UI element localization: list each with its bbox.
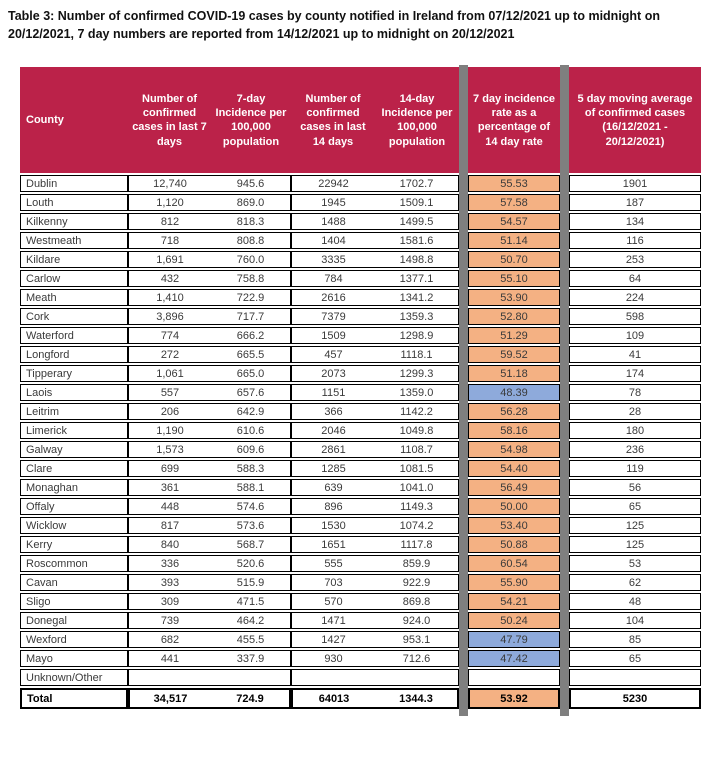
cell-spacer-left (459, 232, 468, 249)
cell-incidence-7day: 717.7 (211, 308, 291, 325)
cell-county: Waterford (20, 327, 128, 344)
cell-spacer-left (459, 327, 468, 344)
cell-incidence-14day: 953.1 (375, 631, 459, 648)
cell-spacer-right (560, 688, 569, 709)
cell-cases-14day: 2616 (291, 289, 375, 306)
cell-5day-moving-average: 56 (569, 479, 701, 496)
cell-spacer-right (560, 631, 569, 648)
cell-5day-moving-average: 125 (569, 517, 701, 534)
cell-county: Westmeath (20, 232, 128, 249)
table-title-line1: Table 3: Number of confirmed COVID-19 cases by county notified in Ireland from 07/12/2021 up to midnight (8, 9, 642, 23)
cell-5day-moving-average: 116 (569, 232, 701, 249)
cell-incidence-7day: 665.5 (211, 346, 291, 363)
cell-spacer-left (459, 365, 468, 382)
cell-spacer-left (459, 308, 468, 325)
cell-spacer-right (560, 441, 569, 458)
cell-spacer-right (560, 669, 569, 686)
cell-7day-pct-of-14day: 51.18 (468, 365, 560, 382)
cell-cases-7day: 840 (128, 536, 211, 553)
cell-spacer-left (459, 213, 468, 230)
cell-incidence-14day: 922.9 (375, 574, 459, 591)
cell-cases-7day: 1,061 (128, 365, 211, 382)
table-row (20, 612, 701, 629)
cell-incidence-7day: 869.0 (211, 194, 291, 211)
cell-spacer-left (459, 612, 468, 629)
cell-5day-moving-average: 53 (569, 555, 701, 572)
cell-county: Offaly (20, 498, 128, 515)
cell-cases-14day: 896 (291, 498, 375, 515)
table-row (20, 631, 701, 648)
table-row (20, 574, 701, 591)
cell-cases-14day: 7379 (291, 308, 375, 325)
cell-cases-14day: 570 (291, 593, 375, 610)
cell-5day-moving-average: 187 (569, 194, 701, 211)
cell-cases-7day: 718 (128, 232, 211, 249)
cell-5day-moving-average: 41 (569, 346, 701, 363)
table-row (20, 403, 701, 420)
cell-spacer-right (560, 289, 569, 306)
cell-cases-14day: 1488 (291, 213, 375, 230)
table-title-line2: on 20/12/2021, 7 day numbers are reported from 14/12/2021 up to midnight on 20/12/2021 (8, 9, 660, 42)
covid-table-body (20, 175, 701, 709)
cell-incidence-7day: 758.8 (211, 270, 291, 287)
table-row (20, 422, 701, 439)
cell-cases-14day: 1530 (291, 517, 375, 534)
cell-spacer-right (560, 593, 569, 610)
cell-county: Donegal (20, 612, 128, 629)
cell-incidence-14day: 1118.1 (375, 346, 459, 363)
cell-7day-pct-of-14day: 50.70 (468, 251, 560, 268)
table-row (20, 384, 701, 401)
cell-spacer-left (459, 669, 468, 686)
cell-cases-7day: 1,691 (128, 251, 211, 268)
cell-incidence-14day: 1344.3 (375, 688, 459, 709)
cell-county: Wicklow (20, 517, 128, 534)
cell-7day-pct-of-14day: 53.92 (468, 688, 560, 709)
cell-county: Louth (20, 194, 128, 211)
cell-incidence-14day (375, 669, 459, 686)
cell-spacer-left (459, 650, 468, 667)
cell-5day-moving-average: 1901 (569, 175, 701, 192)
cell-county: Sligo (20, 593, 128, 610)
cell-7day-pct-of-14day: 48.39 (468, 384, 560, 401)
table-row (20, 460, 701, 477)
cell-spacer-right (560, 251, 569, 268)
cell-cases-7day: 699 (128, 460, 211, 477)
cell-incidence-14day: 1074.2 (375, 517, 459, 534)
cell-incidence-7day: 760.0 (211, 251, 291, 268)
cell-cases-14day: 2046 (291, 422, 375, 439)
table-row (20, 555, 701, 572)
cell-7day-pct-of-14day: 57.58 (468, 194, 560, 211)
cell-incidence-7day: 722.9 (211, 289, 291, 306)
cell-incidence-7day (211, 669, 291, 686)
cell-county: Unknown/Other (20, 669, 128, 686)
cell-7day-pct-of-14day: 55.10 (468, 270, 560, 287)
cell-spacer-right (560, 194, 569, 211)
cell-5day-moving-average: 65 (569, 498, 701, 515)
cell-5day-moving-average: 62 (569, 574, 701, 591)
table-header (20, 67, 701, 173)
cell-spacer-left (459, 251, 468, 268)
cell-cases-14day: 22942 (291, 175, 375, 192)
cell-county: Dublin (20, 175, 128, 192)
cell-county: Laois (20, 384, 128, 401)
cell-spacer-right (560, 574, 569, 591)
cell-5day-moving-average: 253 (569, 251, 701, 268)
cell-cases-14day: 3335 (291, 251, 375, 268)
cell-cases-7day: 682 (128, 631, 211, 648)
cell-cases-7day: 206 (128, 403, 211, 420)
cell-cases-7day: 441 (128, 650, 211, 667)
cell-spacer-right (560, 327, 569, 344)
cell-incidence-7day: 818.3 (211, 213, 291, 230)
cell-incidence-14day: 1509.1 (375, 194, 459, 211)
cell-5day-moving-average (569, 669, 701, 686)
cell-5day-moving-average: 134 (569, 213, 701, 230)
cell-5day-moving-average: 224 (569, 289, 701, 306)
cell-cases-14day: 1151 (291, 384, 375, 401)
cell-spacer-right (560, 365, 569, 382)
cell-cases-7day: 432 (128, 270, 211, 287)
table-row (20, 688, 701, 709)
cell-cases-7day: 34,517 (128, 688, 211, 709)
cell-spacer-right (560, 555, 569, 572)
cell-7day-pct-of-14day: 47.79 (468, 631, 560, 648)
cell-cases-14day: 2073 (291, 365, 375, 382)
header-incidence-7day: 7-day Incidence per 100,000 population (211, 67, 291, 173)
cell-5day-moving-average: 174 (569, 365, 701, 382)
header-incidence-14day: 14-day Incidence per 100,000 population (375, 67, 459, 173)
cell-incidence-7day: 642.9 (211, 403, 291, 420)
cell-incidence-14day: 1299.3 (375, 365, 459, 382)
cell-cases-14day: 784 (291, 270, 375, 287)
cell-incidence-14day: 1377.1 (375, 270, 459, 287)
cell-county: Kildare (20, 251, 128, 268)
cell-5day-moving-average: 598 (569, 308, 701, 325)
cell-cases-7day: 12,740 (128, 175, 211, 192)
cell-spacer-right (560, 213, 569, 230)
cell-county: Wexford (20, 631, 128, 648)
cell-5day-moving-average: 48 (569, 593, 701, 610)
cell-spacer-left (459, 175, 468, 192)
cell-spacer-right (560, 403, 569, 420)
cell-5day-moving-average: 104 (569, 612, 701, 629)
cell-5day-moving-average: 180 (569, 422, 701, 439)
cell-cases-14day: 639 (291, 479, 375, 496)
cell-7day-pct-of-14day: 53.90 (468, 289, 560, 306)
cell-cases-7day: 336 (128, 555, 211, 572)
cell-county: Roscommon (20, 555, 128, 572)
cell-incidence-7day: 337.9 (211, 650, 291, 667)
cell-incidence-7day: 724.9 (211, 688, 291, 709)
covid-table-container (20, 65, 701, 711)
cell-incidence-14day: 1581.6 (375, 232, 459, 249)
cell-spacer-left (459, 479, 468, 496)
cell-5day-moving-average: 125 (569, 536, 701, 553)
cell-spacer-left (459, 517, 468, 534)
cell-cases-14day: 1285 (291, 460, 375, 477)
cell-incidence-14day: 869.8 (375, 593, 459, 610)
cell-incidence-7day: 666.2 (211, 327, 291, 344)
cell-incidence-14day: 1081.5 (375, 460, 459, 477)
cell-cases-14day: 457 (291, 346, 375, 363)
table-row (20, 517, 701, 534)
cell-incidence-14day: 1702.7 (375, 175, 459, 192)
cell-incidence-14day: 1117.8 (375, 536, 459, 553)
cell-spacer-left (459, 270, 468, 287)
header-cases-14day: Number of confirmed cases in last 14 days (291, 67, 375, 173)
cell-5day-moving-average: 119 (569, 460, 701, 477)
cell-7day-pct-of-14day: 56.49 (468, 479, 560, 496)
cell-incidence-7day: 808.8 (211, 232, 291, 249)
cell-incidence-7day: 945.6 (211, 175, 291, 192)
cell-cases-14day: 1404 (291, 232, 375, 249)
cell-spacer-right (560, 517, 569, 534)
table-title (0, 0, 718, 43)
cell-spacer-right (560, 460, 569, 477)
cell-7day-pct-of-14day: 51.14 (468, 232, 560, 249)
cell-spacer-right (560, 479, 569, 496)
cell-incidence-14day: 1359.0 (375, 384, 459, 401)
cell-cases-7day: 1,410 (128, 289, 211, 306)
cell-7day-pct-of-14day: 51.29 (468, 327, 560, 344)
cell-incidence-7day: 657.6 (211, 384, 291, 401)
table-row (20, 327, 701, 344)
cell-county: Meath (20, 289, 128, 306)
cell-5day-moving-average: 85 (569, 631, 701, 648)
cell-7day-pct-of-14day: 50.88 (468, 536, 560, 553)
header-county: County (20, 67, 128, 173)
cell-7day-pct-of-14day: 54.21 (468, 593, 560, 610)
cell-7day-pct-of-14day (468, 669, 560, 686)
cell-5day-moving-average: 109 (569, 327, 701, 344)
cell-spacer-left (459, 384, 468, 401)
cell-incidence-14day: 712.6 (375, 650, 459, 667)
cell-incidence-14day: 1108.7 (375, 441, 459, 458)
cell-incidence-7day: 520.6 (211, 555, 291, 572)
cell-7day-pct-of-14day: 53.40 (468, 517, 560, 534)
covid-cases-table (20, 65, 701, 711)
table-row (20, 365, 701, 382)
cell-spacer-left (459, 555, 468, 572)
cell-7day-pct-of-14day: 54.40 (468, 460, 560, 477)
cell-county: Mayo (20, 650, 128, 667)
cell-incidence-14day: 1359.3 (375, 308, 459, 325)
cell-cases-14day: 1651 (291, 536, 375, 553)
cell-cases-7day: 774 (128, 327, 211, 344)
cell-county: Monaghan (20, 479, 128, 496)
cell-7day-pct-of-14day: 55.53 (468, 175, 560, 192)
cell-incidence-14day: 1298.9 (375, 327, 459, 344)
cell-incidence-14day: 1049.8 (375, 422, 459, 439)
cell-county: Leitrim (20, 403, 128, 420)
cell-cases-7day: 309 (128, 593, 211, 610)
table-row (20, 593, 701, 610)
cell-cases-7day: 739 (128, 612, 211, 629)
cell-spacer-right (560, 650, 569, 667)
cell-spacer-right (560, 498, 569, 515)
cell-spacer-right (560, 536, 569, 553)
cell-cases-7day: 557 (128, 384, 211, 401)
cell-spacer-left (459, 194, 468, 211)
table-row (20, 669, 701, 686)
cell-cases-7day: 1,573 (128, 441, 211, 458)
cell-county: Cork (20, 308, 128, 325)
cell-county: Carlow (20, 270, 128, 287)
cell-incidence-7day: 609.6 (211, 441, 291, 458)
cell-7day-pct-of-14day: 54.98 (468, 441, 560, 458)
table-row (20, 289, 701, 306)
cell-incidence-7day: 515.9 (211, 574, 291, 591)
cell-spacer-left (459, 498, 468, 515)
header-7day-pct-of-14day: 7 day incidence rate as a percentage of 14 day rate (468, 67, 560, 173)
cell-cases-7day: 448 (128, 498, 211, 515)
cell-incidence-7day: 588.3 (211, 460, 291, 477)
cell-spacer-right (560, 384, 569, 401)
table-row (20, 346, 701, 363)
cell-incidence-14day: 924.0 (375, 612, 459, 629)
cell-county: Kilkenny (20, 213, 128, 230)
cell-county: Cavan (20, 574, 128, 591)
cell-incidence-7day: 665.0 (211, 365, 291, 382)
cell-spacer-left (459, 403, 468, 420)
cell-spacer-right (560, 232, 569, 249)
table-row (20, 213, 701, 230)
cell-county: Kerry (20, 536, 128, 553)
cell-7day-pct-of-14day: 47.42 (468, 650, 560, 667)
cell-7day-pct-of-14day: 50.24 (468, 612, 560, 629)
cell-spacer-right (560, 422, 569, 439)
cell-spacer-left (459, 688, 468, 709)
table-row (20, 441, 701, 458)
cell-incidence-7day: 568.7 (211, 536, 291, 553)
cell-incidence-7day: 573.6 (211, 517, 291, 534)
cell-spacer-right (560, 346, 569, 363)
cell-incidence-7day: 455.5 (211, 631, 291, 648)
cell-incidence-14day: 859.9 (375, 555, 459, 572)
cell-cases-14day: 1945 (291, 194, 375, 211)
cell-incidence-14day: 1142.2 (375, 403, 459, 420)
cell-5day-moving-average: 5230 (569, 688, 701, 709)
cell-cases-7day (128, 669, 211, 686)
cell-incidence-14day: 1498.8 (375, 251, 459, 268)
cell-county: Clare (20, 460, 128, 477)
cell-7day-pct-of-14day: 55.90 (468, 574, 560, 591)
cell-spacer-left (459, 460, 468, 477)
cell-cases-14day: 1427 (291, 631, 375, 648)
cell-incidence-7day: 588.1 (211, 479, 291, 496)
cell-7day-pct-of-14day: 52.80 (468, 308, 560, 325)
cell-7day-pct-of-14day: 58.16 (468, 422, 560, 439)
cell-cases-14day: 2861 (291, 441, 375, 458)
cell-cases-14day: 555 (291, 555, 375, 572)
cell-5day-moving-average: 236 (569, 441, 701, 458)
header-spacer-right (560, 67, 569, 173)
cell-county: Tipperary (20, 365, 128, 382)
header-spacer-left (459, 67, 468, 173)
cell-spacer-left (459, 574, 468, 591)
cell-spacer-left (459, 441, 468, 458)
cell-spacer-left (459, 422, 468, 439)
table-row (20, 498, 701, 515)
cell-cases-14day: 930 (291, 650, 375, 667)
cell-cases-14day: 366 (291, 403, 375, 420)
cell-incidence-7day: 574.6 (211, 498, 291, 515)
cell-county: Total (20, 688, 128, 709)
cell-spacer-left (459, 289, 468, 306)
cell-incidence-7day: 464.2 (211, 612, 291, 629)
cell-7day-pct-of-14day: 56.28 (468, 403, 560, 420)
cell-incidence-14day: 1149.3 (375, 498, 459, 515)
cell-spacer-right (560, 612, 569, 629)
cell-incidence-7day: 610.6 (211, 422, 291, 439)
cell-county: Limerick (20, 422, 128, 439)
cell-cases-14day: 1509 (291, 327, 375, 344)
cell-cases-7day: 817 (128, 517, 211, 534)
cell-incidence-7day: 471.5 (211, 593, 291, 610)
cell-cases-14day: 1471 (291, 612, 375, 629)
cell-cases-7day: 3,896 (128, 308, 211, 325)
cell-cases-7day: 393 (128, 574, 211, 591)
cell-cases-14day (291, 669, 375, 686)
cell-spacer-right (560, 308, 569, 325)
cell-spacer-left (459, 346, 468, 363)
table-row (20, 536, 701, 553)
table-row (20, 232, 701, 249)
cell-7day-pct-of-14day: 50.00 (468, 498, 560, 515)
cell-county: Galway (20, 441, 128, 458)
table-row (20, 270, 701, 287)
cell-5day-moving-average: 64 (569, 270, 701, 287)
cell-cases-14day: 64013 (291, 688, 375, 709)
table-row (20, 650, 701, 667)
table-row (20, 251, 701, 268)
cell-5day-moving-average: 28 (569, 403, 701, 420)
cell-incidence-14day: 1499.5 (375, 213, 459, 230)
cell-cases-7day: 1,120 (128, 194, 211, 211)
cell-county: Longford (20, 346, 128, 363)
table-row (20, 175, 701, 192)
cell-cases-7day: 1,190 (128, 422, 211, 439)
cell-incidence-14day: 1341.2 (375, 289, 459, 306)
table-row (20, 479, 701, 496)
cell-5day-moving-average: 78 (569, 384, 701, 401)
cell-spacer-left (459, 631, 468, 648)
header-cases-7day: Number of confirmed cases in last 7 days (128, 67, 211, 173)
cell-7day-pct-of-14day: 60.54 (468, 555, 560, 572)
cell-cases-7day: 812 (128, 213, 211, 230)
cell-spacer-right (560, 270, 569, 287)
cell-incidence-14day: 1041.0 (375, 479, 459, 496)
table-row (20, 308, 701, 325)
cell-cases-7day: 272 (128, 346, 211, 363)
cell-spacer-right (560, 175, 569, 192)
cell-spacer-left (459, 593, 468, 610)
cell-5day-moving-average: 65 (569, 650, 701, 667)
cell-cases-7day: 361 (128, 479, 211, 496)
cell-spacer-left (459, 536, 468, 553)
cell-7day-pct-of-14day: 54.57 (468, 213, 560, 230)
cell-7day-pct-of-14day: 59.52 (468, 346, 560, 363)
header-5day-moving-average: 5 day moving average of confirmed cases (16/12/2021 - 20/12/2021) (569, 67, 701, 173)
cell-cases-14day: 703 (291, 574, 375, 591)
table-row (20, 194, 701, 211)
